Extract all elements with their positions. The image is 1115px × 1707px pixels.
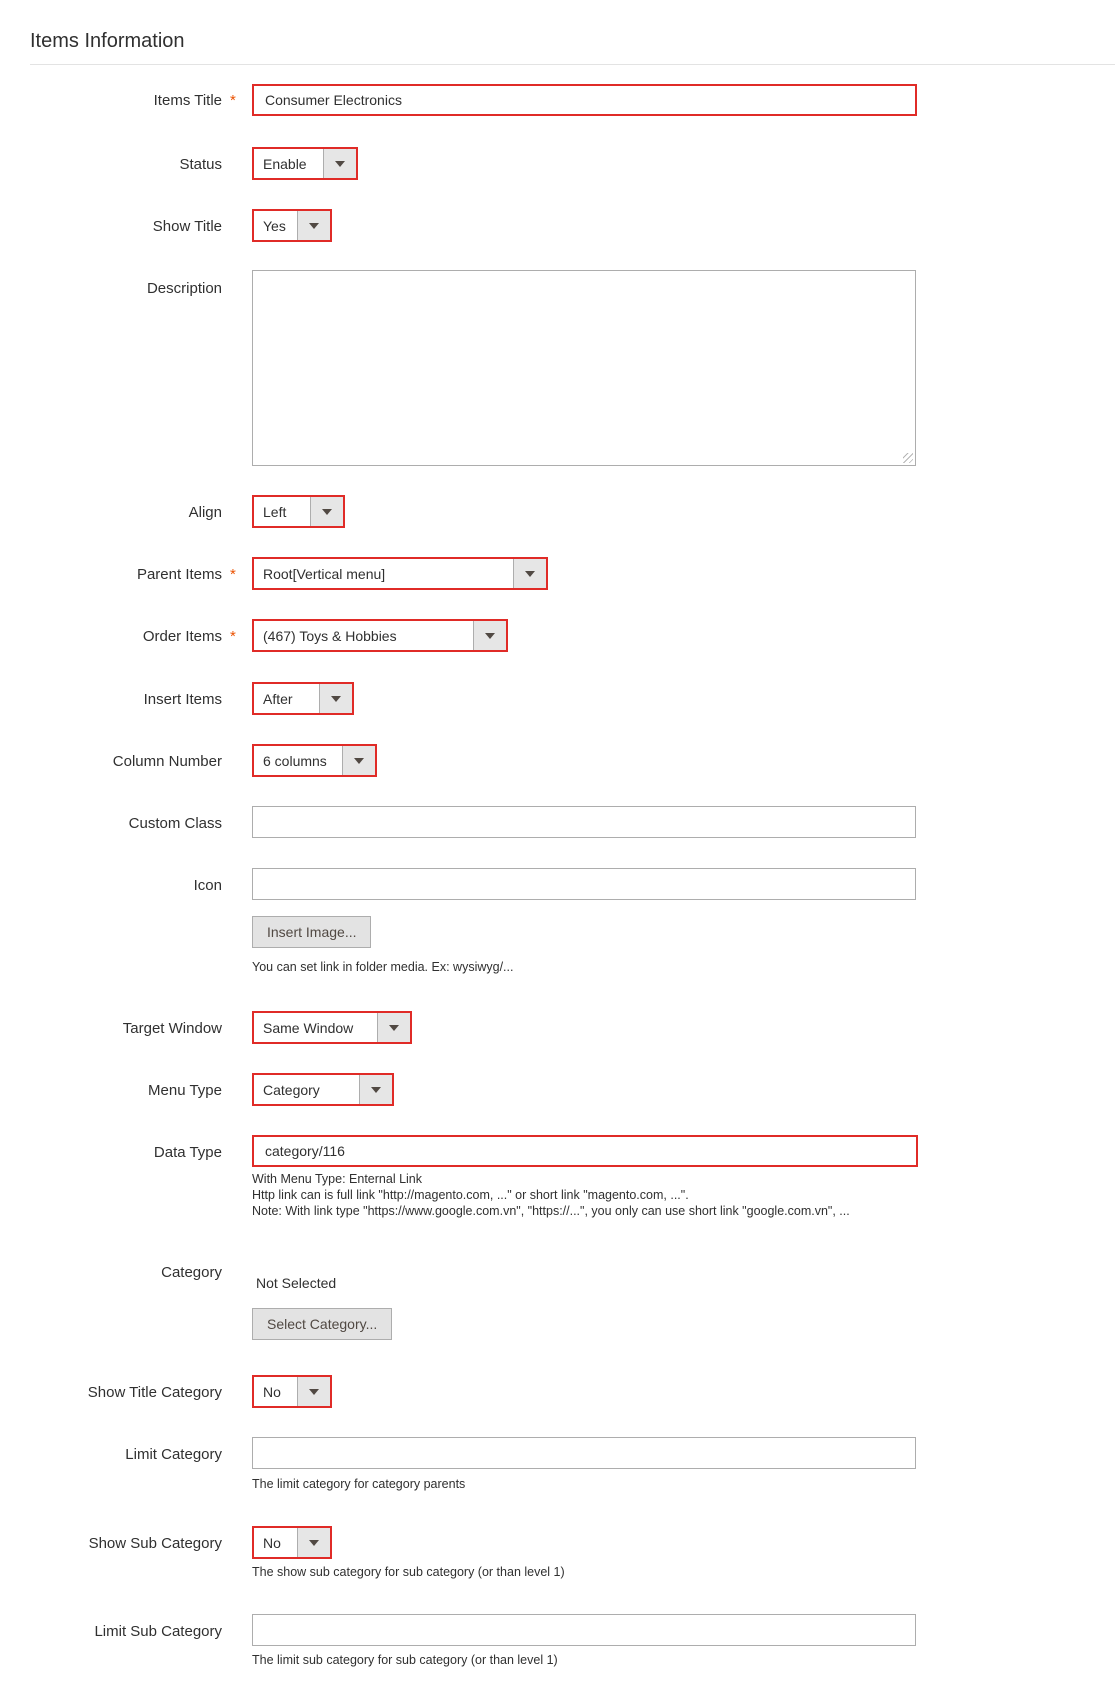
category-label: Category [161,1264,222,1281]
status-select[interactable] [252,147,358,180]
chevron-down-icon [513,559,546,588]
show-title-category-label: Show Title Category [87,1384,222,1401]
menu-type-select[interactable] [252,1073,394,1106]
target-window-select[interactable] [252,1011,412,1044]
show-sub-category-label: Show Sub Category [88,1535,222,1552]
align-select[interactable] [252,495,345,528]
limit-category-label: Limit Category [125,1446,222,1463]
show-sub-category-value: No [263,1535,281,1551]
data-type-note-line1: With Menu Type: Enternal Link [252,1172,422,1186]
show-title-select[interactable] [252,209,332,242]
order-items-select[interactable] [252,619,508,652]
items-title-input[interactable] [252,84,917,116]
required-mark: * [230,566,236,583]
show-title-value: Yes [263,218,286,234]
insert-image-button[interactable]: Insert Image... [252,916,371,948]
show-sub-category-note: The show sub category for sub category (or than level 1) [252,1565,565,1579]
chevron-down-icon [359,1075,392,1104]
limit-category-input[interactable] [252,1437,916,1469]
order-items-label: Order Items [142,628,222,645]
status-value: Enable [263,156,307,172]
column-number-select[interactable] [252,744,377,777]
chevron-down-icon [342,746,375,775]
description-label: Description [146,280,222,297]
target-window-label: Target Window [122,1020,222,1037]
limit-sub-category-label: Limit Sub Category [94,1623,222,1640]
chevron-down-icon [310,497,343,526]
order-items-value: (467) Toys & Hobbies [263,628,397,644]
insert-items-select[interactable] [252,682,354,715]
menu-type-label: Menu Type [148,1082,222,1099]
description-textarea[interactable] [252,270,916,466]
chevron-down-icon [323,149,356,178]
parent-items-value: Root[Vertical menu] [263,566,386,582]
show-title-label: Show Title [152,218,222,235]
target-window-value: Same Window [263,1020,354,1036]
status-label: Status [179,156,222,173]
chevron-down-icon [377,1013,410,1042]
limit-sub-category-input[interactable] [252,1614,916,1646]
resize-grip-icon[interactable] [903,453,913,463]
data-type-label: Data Type [153,1144,222,1161]
custom-class-input[interactable] [252,806,916,838]
required-mark: * [230,628,236,645]
column-number-label: Column Number [112,753,222,770]
insert-items-value: After [263,691,293,707]
custom-class-label: Custom Class [128,815,222,832]
chevron-down-icon [297,1377,330,1406]
data-type-note-line2: Http link can is full link "http://magento.com, ..." or short link "magento.com, ...". [252,1188,689,1202]
show-title-category-select[interactable] [252,1375,332,1408]
category-selected-text: Not Selected [256,1275,337,1291]
icon-note: You can set link in folder media. Ex: wysiwyg/... [252,960,514,974]
parent-items-label: Parent Items [136,566,222,583]
required-mark: * [230,92,236,109]
chevron-down-icon [297,1528,330,1557]
align-value: Left [263,504,287,520]
menu-type-value: Category [263,1082,320,1098]
insert-items-label: Insert Items [143,691,222,708]
data-type-note-line3: Note: With link type "https://www.google.com.vn", "https://...", you only can use short link "google.com.vn", ... [252,1204,850,1218]
chevron-down-icon [319,684,352,713]
chevron-down-icon [473,621,506,650]
show-title-category-value: No [263,1384,281,1400]
column-number-value: 6 columns [263,753,327,769]
chevron-down-icon [297,211,330,240]
icon-input[interactable] [252,868,916,900]
items-title-label: Items Title [153,92,222,109]
show-sub-category-select[interactable] [252,1526,332,1559]
data-type-input[interactable] [252,1135,918,1167]
parent-items-select[interactable] [252,557,548,590]
section-divider [30,64,1115,65]
align-label: Align [188,504,222,521]
icon-label: Icon [193,877,222,894]
limit-category-note: The limit category for category parents [252,1477,466,1491]
select-category-button[interactable]: Select Category... [252,1308,392,1340]
limit-sub-category-note: The limit sub category for sub category (or than level 1) [252,1653,558,1667]
section-title: Items Information [30,30,185,52]
